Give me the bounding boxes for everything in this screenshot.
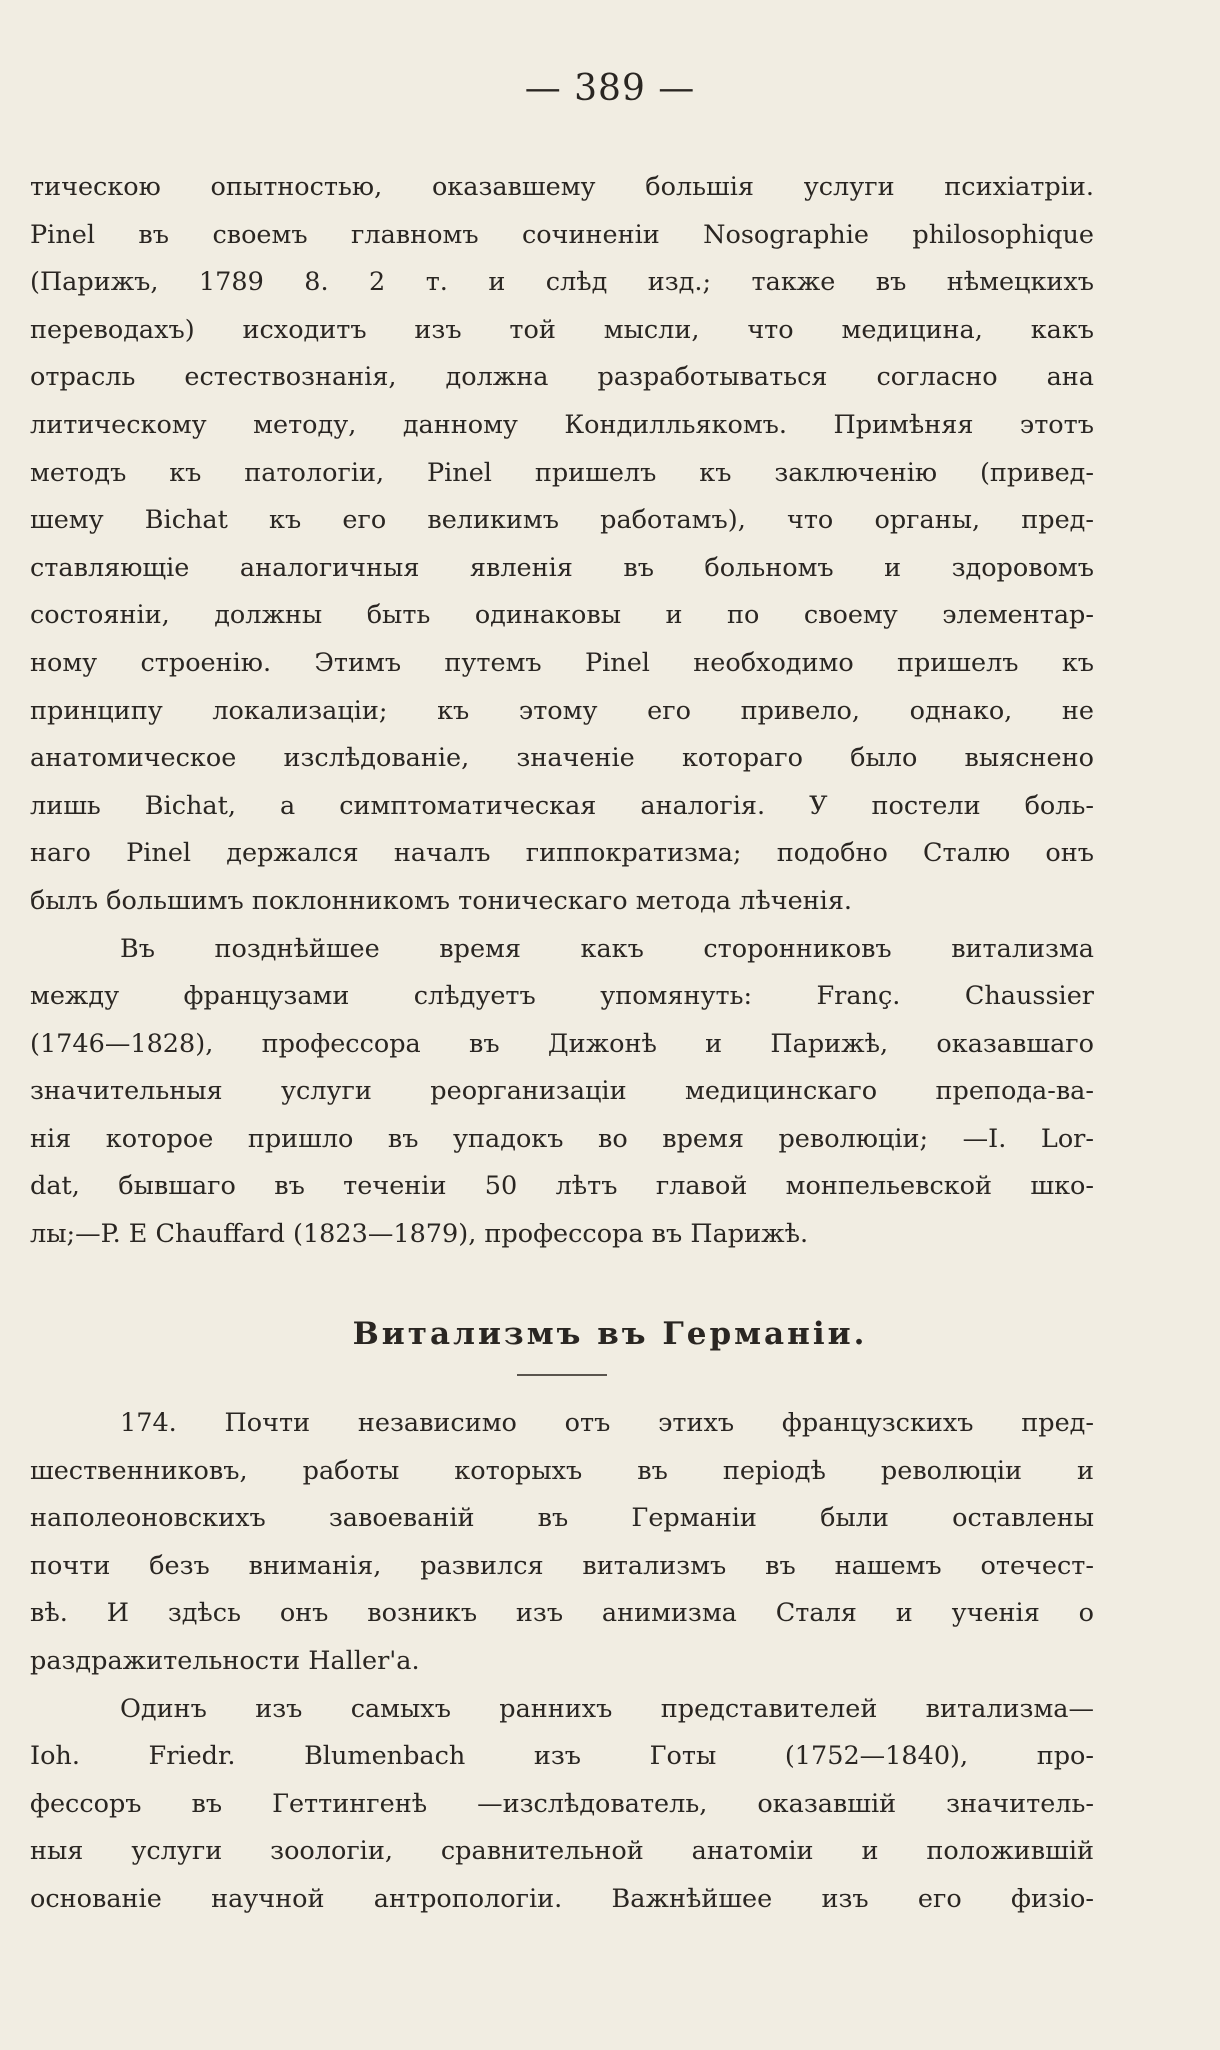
text-line: ныя услуги зоологіи, сравнительной анатоміи и положившій (30, 1836, 1094, 1867)
text-line: переводахъ) исходитъ изъ той мысли, что медицина, какъ (30, 314, 1094, 345)
text-line: раздражительности Haller'a. (30, 1645, 420, 1676)
text-line: тическою опытностью, оказавшему большія услуги психіатріи. (30, 172, 1094, 202)
text-line: вѣ. И здѣсь онъ возникъ изъ анимизма Сталя и ученія о (30, 1598, 1094, 1629)
text-line: Ioh. Friedr. Blumenbach изъ Готы (1752—1840), про- (30, 1741, 1094, 1772)
text-line: ставляющіе аналогичныя явленія въ больномъ и здоровомъ (30, 552, 1094, 583)
text-line: dat, бывшаго въ теченіи 50 лѣтъ главой монпельевской шко- (30, 1171, 1094, 1202)
text-line: литическому методу, данному Кондилльякомъ. Примѣняя этотъ (30, 409, 1094, 440)
text-line: анатомическое изслѣдованіе, значеніе котораго было выяснено (30, 743, 1094, 774)
text-line: лы;—P. E Chauffard (1823—1879), профессора въ Парижѣ. (30, 1219, 809, 1250)
text-line: состояніи, должны быть одинаковы и по своему элементар- (30, 600, 1094, 631)
text-line: лишь Bichat, а симптоматическая аналогія. У постели боль- (30, 790, 1094, 821)
text-line: шественниковъ, работы которыхъ въ періодѣ революціи и (30, 1455, 1094, 1486)
text-line: ному строенію. Этимъ путемъ Pinel необходимо пришелъ къ (30, 647, 1094, 678)
text-line: нія которое пришло въ упадокъ во время революціи; —I. Lor- (30, 1123, 1094, 1154)
text-line: основаніе научной антропологіи. Важнѣйшее изъ его физіо- (30, 1883, 1094, 1914)
text-line: шему Bichat къ его великимъ работамъ), что органы, пред- (30, 505, 1094, 536)
text-line: наго Pinel держался началъ гиппократизма; подобно Сталю онъ (30, 838, 1094, 869)
text-line: принципу локализаціи; къ этому его привело, однако, не (30, 695, 1094, 726)
text-line: между французами слѣдуетъ упомянуть: Franç. Chaussier (30, 981, 1094, 1012)
heading-divider (517, 1374, 607, 1376)
text-line: отрасль естествознанія, должна разработываться согласно ана (30, 362, 1094, 393)
text-line: значительныя услуги реорганизаціи медицинскаго препода-ва- (30, 1076, 1094, 1107)
body-text-top (30, 164, 1094, 1259)
text-line: былъ большимъ поклонникомъ тоническаго метода лѣченія. (30, 885, 853, 916)
text-line: наполеоновскихъ завоеваній въ Германіи были оставлены (30, 1503, 1094, 1534)
text-line: почти безъ вниманія, развился витализмъ въ нашемъ отечест- (30, 1550, 1094, 1581)
body-text-bottom (30, 1400, 1094, 1924)
text-line: Pinel въ своемъ главномъ сочиненіи Nosographie philosophique (30, 219, 1094, 250)
text-line: (1746—1828), профессора въ Дижонѣ и Парижѣ, оказавшаго (30, 1028, 1094, 1059)
text-line: методъ къ патологіи, Pinel пришелъ къ заключенію (привед- (30, 457, 1094, 488)
text-line: 174. Почти независимо отъ этихъ французскихъ пред- (120, 1408, 1094, 1438)
text-line: Одинъ изъ самыхъ раннихъ представителей витализма— (120, 1693, 1094, 1724)
text-line: (Парижъ, 1789 8. 2 т. и слѣд изд.; также въ нѣмецкихъ (30, 267, 1094, 298)
section-heading: Витализмъ въ Германіи. (352, 1316, 868, 1352)
text-line: фессоръ въ Геттингенѣ —изслѣдователь, оказавшій значитель- (30, 1788, 1094, 1819)
text-line: Въ позднѣйшее время какъ сторонниковъ витализма (120, 933, 1094, 964)
page-number: — 389 — (524, 68, 696, 109)
